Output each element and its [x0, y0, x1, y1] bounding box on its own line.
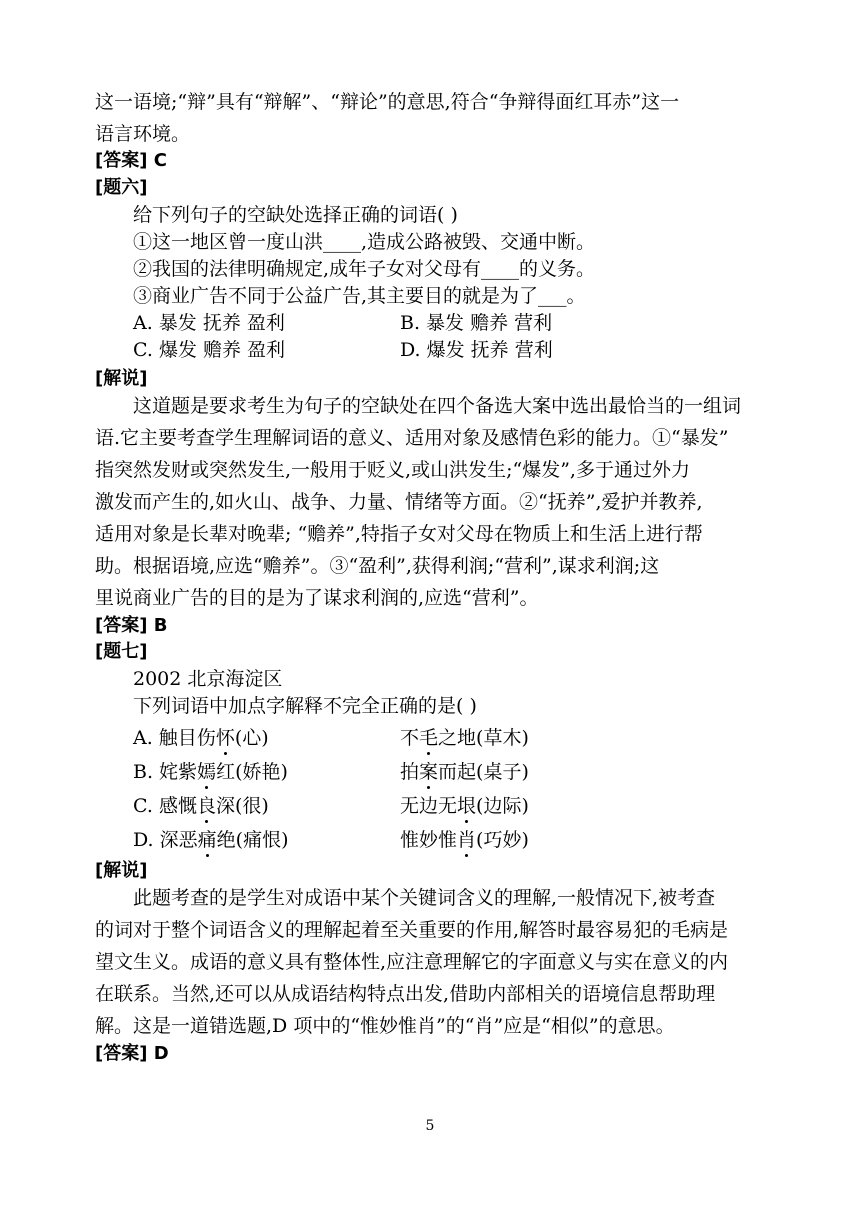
paragraph-line: 适用对象是长辈对晚辈; “赡养”,特指子女对父母在物质上和生活上进行帮: [95, 523, 703, 545]
option-d: D. 爆发 抚养 营利: [400, 339, 553, 361]
answer-label: [答案] B: [95, 615, 168, 636]
option-row: [133, 309, 285, 337]
answer-label: [答案] D: [95, 1043, 169, 1064]
paragraph-line: 语.它主要考查学生理解词语的意义、适用对象及感情色彩的能力。①“暴发”: [95, 427, 729, 449]
question-heading: [题六]: [95, 177, 148, 198]
question-stem: 下列词语中加点字解释不完全正确的是( ): [133, 695, 477, 717]
option-a-left: A. 触目伤怀(心): [133, 724, 269, 752]
text-line: 这一语境;“辩”具有“辩解”、“辩论”的意思,符合“争辩得面红耳赤”这一: [95, 91, 680, 113]
sentence-item: ②我国的法律明确规定,成年子女对父母有____的义务。: [133, 258, 596, 280]
option-d-right: 惟妙惟肖(巧妙): [400, 826, 529, 854]
paragraph-line: 的词对于整个词语含义的理解起着至关重要的作用,解答时最容易犯的毛病是: [95, 919, 729, 941]
paragraph-line: 激发而产生的,如火山、战争、力量、情绪等方面。②“抚养”,爱护并教养,: [95, 491, 703, 513]
paragraph-line: 指突然发财或突然发生,一般用于贬义,或山洪发生;“爆发”,多于通过外力: [95, 459, 690, 481]
question-heading: [题七]: [95, 641, 148, 662]
paragraph-line: 望文生义。成语的意义具有整体性,应注意理解它的字面意义与实在意义的内: [95, 951, 729, 973]
paragraph-line: 里说商业广告的目的是为了谋求利润的,应选“营利”。: [95, 587, 539, 609]
option-b-right: 拍案而起(桌子): [400, 758, 529, 786]
option-b-left: B. 姹紫嫣红(娇艳): [133, 758, 288, 786]
text-line: 语言环境。: [95, 123, 191, 145]
explanation-heading: [解说]: [95, 368, 148, 389]
paragraph-line: 助。根据语境,应选“赡养”。③“盈利”,获得利润;“营利”,谋求利润;这: [95, 555, 660, 577]
sentence-item: ③商业广告不同于公益广告,其主要目的就是为了___。: [133, 285, 586, 307]
page-number: 5: [425, 1118, 435, 1134]
option-d-left: D. 深恶痛绝(痛恨): [133, 826, 288, 854]
option-c-right: 无边无垠(边际): [400, 792, 529, 820]
option-a: A. 暴发 抚养 盈利: [133, 312, 285, 334]
paragraph-line: 在联系。当然,还可以从成语结构特点出发,借助内部相关的语境信息帮助理: [95, 983, 716, 1005]
question-source: 2002 北京海淀区: [133, 668, 283, 690]
option-b: B. 暴发 赡养 营利: [400, 312, 553, 334]
option-c: C. 爆发 赡养 盈利: [133, 339, 286, 361]
option-a-right: 不毛之地(草木): [400, 724, 529, 752]
paragraph-line: 这道题是要求考生为句子的空缺处在四个备选大案中选出最恰当的一组词: [133, 395, 742, 417]
answer-label: [答案] C: [95, 150, 167, 171]
explanation-heading: [解说]: [95, 860, 148, 881]
paragraph-line: 解。这是一道错选题,D 项中的“惟妙惟肖”的“肖”应是“相似”的意思。: [95, 1015, 675, 1037]
sentence-item: ①这一地区曾一度山洪____,造成公路被毁、交通中断。: [133, 231, 596, 253]
question-stem: 给下列句子的空缺处选择正确的词语( ): [133, 204, 458, 226]
paragraph-line: 此题考查的是学生对成语中某个关键词含义的理解,一般情况下,被考查: [133, 887, 716, 909]
option-c-left: C. 感慨良深(很): [133, 792, 269, 820]
